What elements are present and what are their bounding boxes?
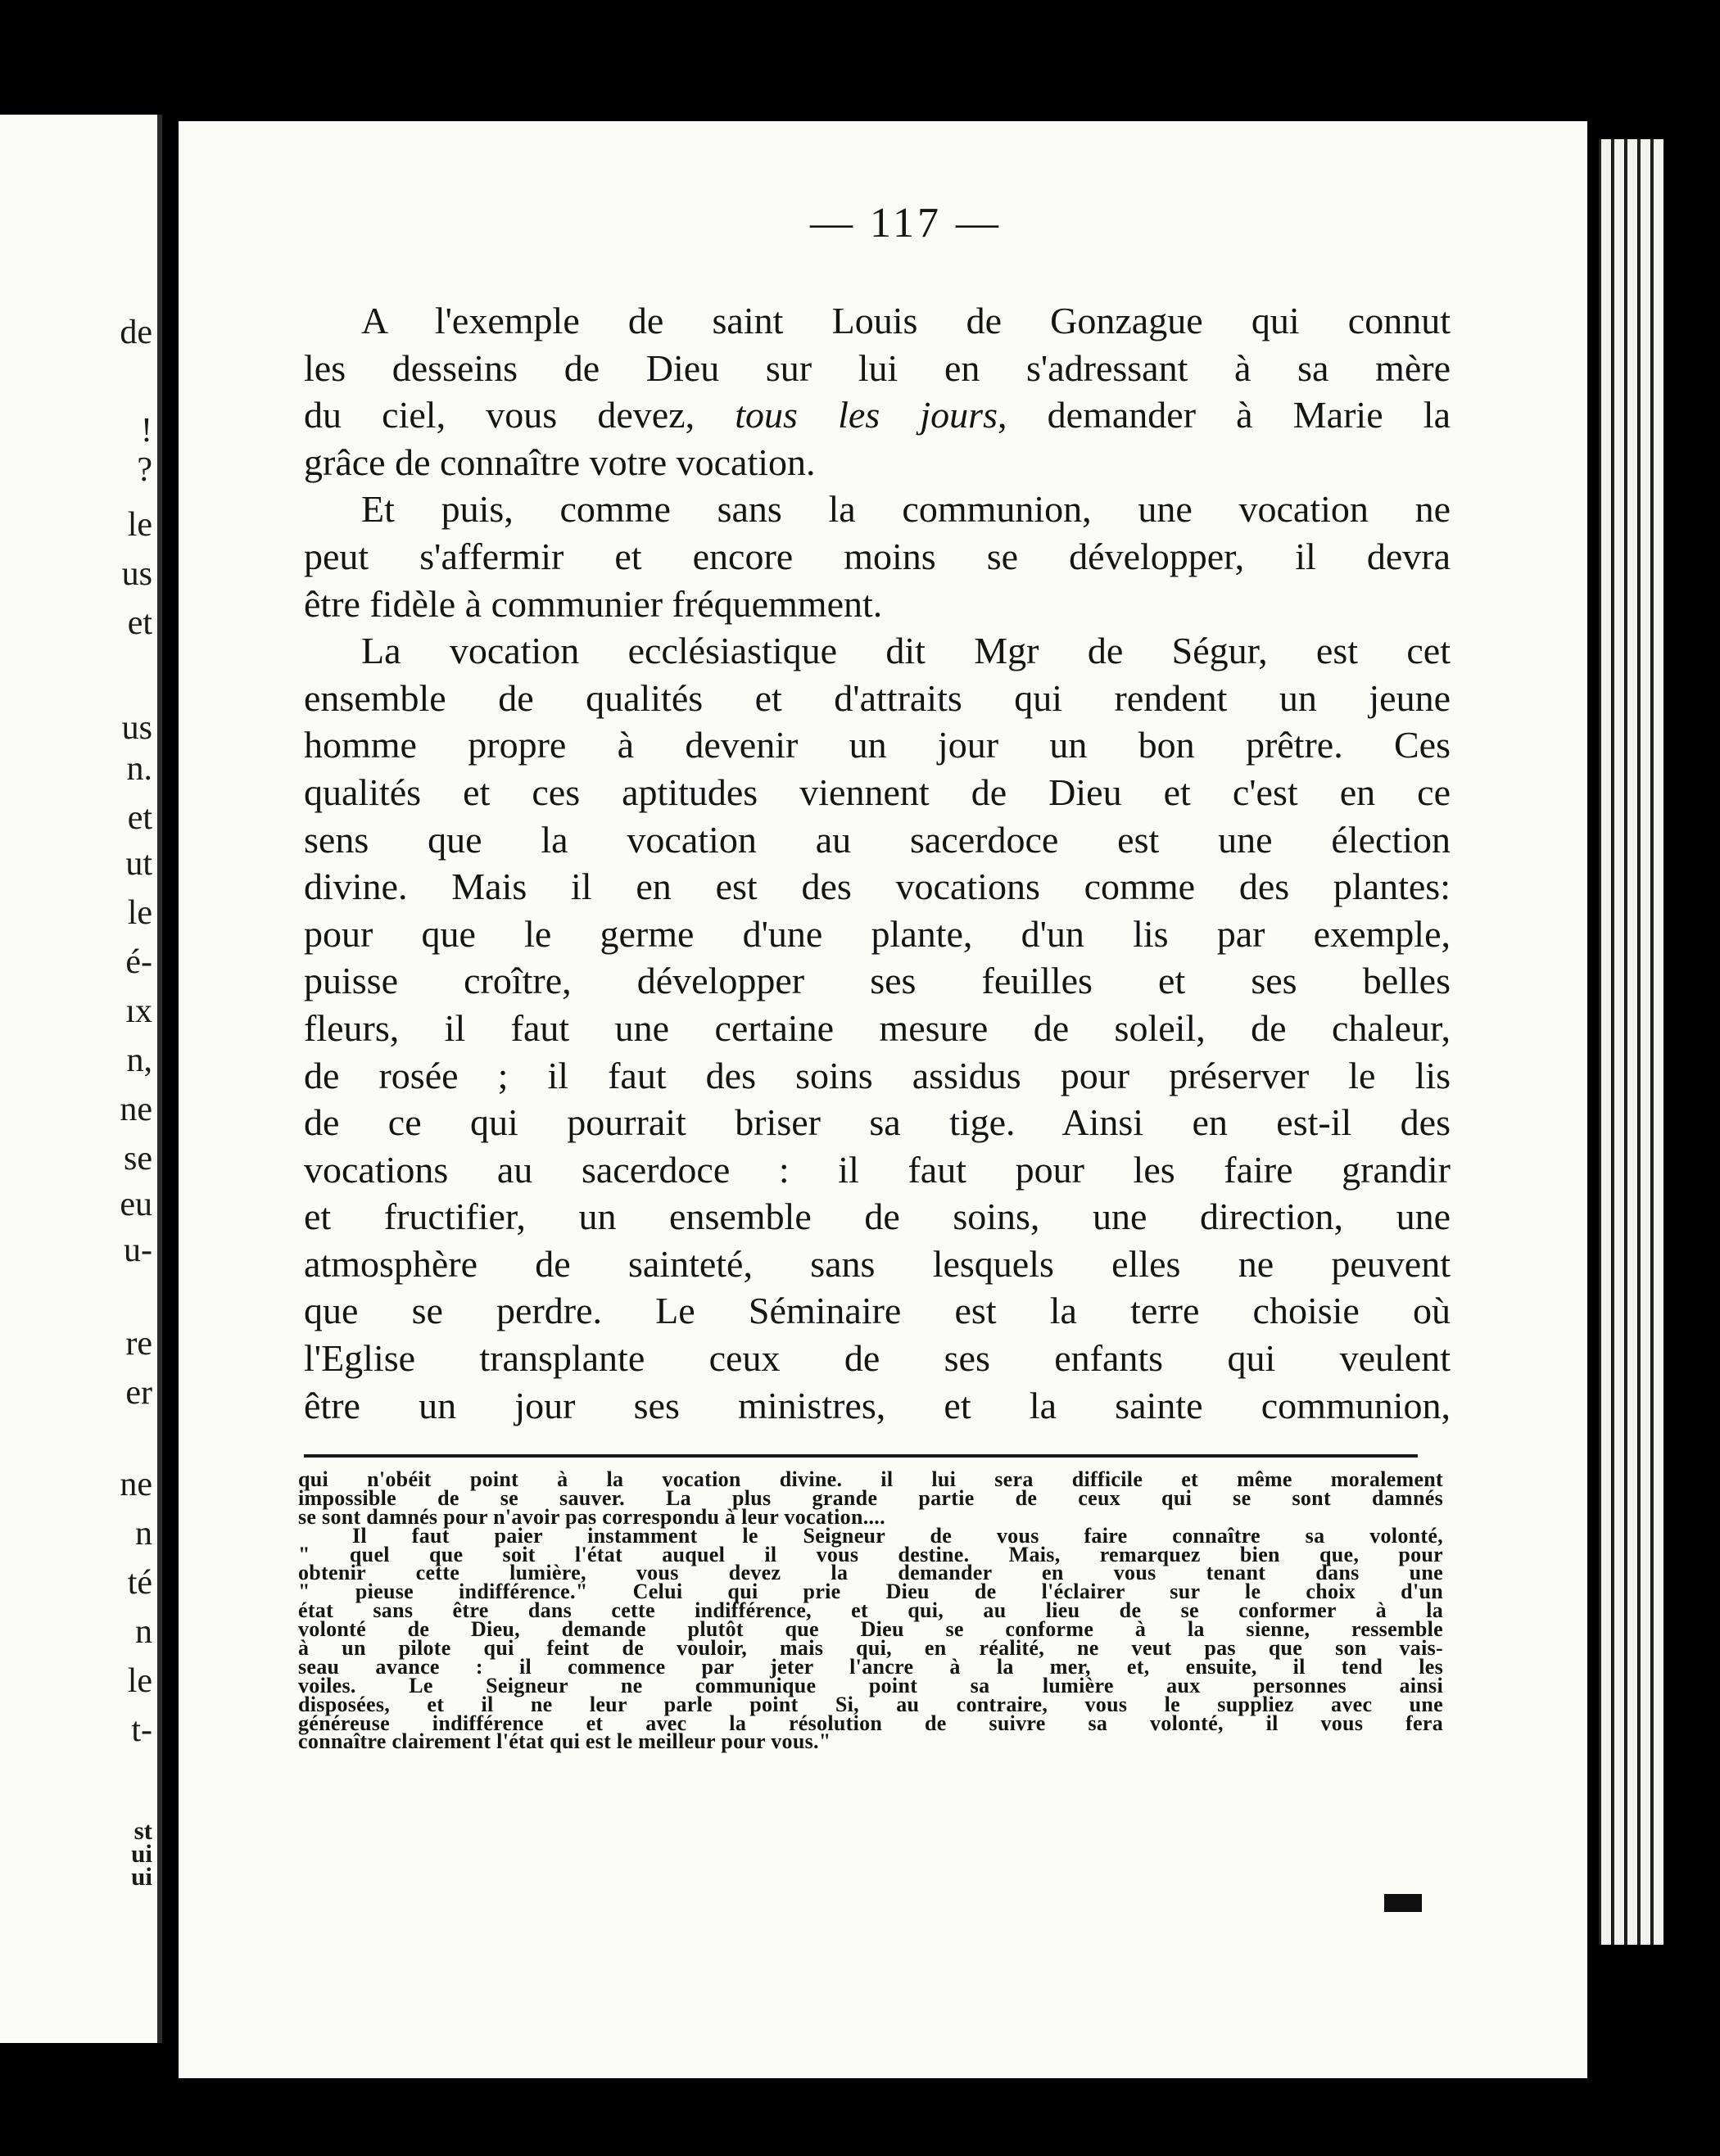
- body-line: peut s'affermir et encore moins se développer, il devra: [304, 535, 1451, 577]
- footnote-line: état sans être dans cette indifférence, et qui, au lieu de se conformer à la: [298, 1598, 1443, 1623]
- body-line: pour que le germe d'une plante, d'un lis par exemple,: [304, 912, 1451, 955]
- footnote-line: disposées, et il ne leur parle point Si, au contraire, vous le suppliez avec une: [298, 1692, 1443, 1716]
- previous-page-text-fragment: !: [141, 412, 152, 450]
- body-line: vocations au sacerdoce : il faut pour les faire grandir: [304, 1148, 1451, 1191]
- previous-page-edge: [0, 115, 162, 2043]
- page-stack-edge: [1625, 139, 1637, 1945]
- previous-page-text-fragment: le: [127, 1662, 152, 1700]
- previous-page-text-fragment: té: [127, 1564, 152, 1602]
- body-line: ensemble de qualités et d'attraits qui rendent un jeune: [304, 676, 1451, 719]
- body-line: sens que la vocation au sacerdoce est une élection: [304, 818, 1451, 861]
- footnote-line: voiles. Le Seigneur ne communique point sa lumière aux personnes ainsi: [298, 1673, 1443, 1697]
- body-line: Et puis, comme sans la communion, une vocation ne: [361, 488, 1451, 531]
- footnote-line: se sont damnés pour n'avoir pas correspondu à leur vocation....: [298, 1504, 885, 1529]
- footnote-line: " quel que soit l'état auquel il vous destine. Mais, remarquez bien que, pour: [298, 1542, 1443, 1566]
- previous-page-text-fragment: us: [121, 555, 152, 593]
- body-line: homme propre à devenir un jour un bon prêtre. Ces: [304, 724, 1451, 766]
- previous-page-text-fragment: n,: [126, 1042, 152, 1079]
- footnote: [298, 1467, 1443, 1754]
- previous-page-text-fragment: de: [120, 314, 152, 351]
- previous-page-text-fragment: ?: [137, 451, 152, 489]
- previous-page-text-fragment: u-: [124, 1232, 152, 1269]
- end-mark-ornament: [1384, 1894, 1422, 1912]
- page-number: — 117 —: [809, 200, 1003, 246]
- page-stack-edge: [1651, 139, 1663, 1945]
- body-line: les desseins de Dieu sur lui en s'adressant à sa mère: [304, 346, 1451, 389]
- previous-page-text-fragment: ne: [120, 1466, 152, 1503]
- body-line: grâce de connaître votre vocation.: [304, 441, 816, 483]
- body-text: [304, 297, 1451, 1429]
- previous-page-text-fragment: er: [125, 1374, 152, 1412]
- footnote-line: qui n'obéit point à la vocation divine. il lui sera difficile et même moralement: [298, 1467, 1443, 1491]
- previous-page-text-fragment: us: [121, 709, 152, 747]
- emphasis: tous les jours: [735, 394, 998, 436]
- body-line: fleurs, il faut une certaine mesure de soleil, de chaleur,: [304, 1006, 1451, 1049]
- page-stack-edge: [1638, 139, 1650, 1945]
- body-line: de rosée ; il faut des soins assidus pour préserver le lis: [304, 1054, 1451, 1096]
- body-line: atmosphère de sainteté, sans lesquels elles ne peuvent: [304, 1242, 1451, 1285]
- footnote-line: Il faut paier instamment le Seigneur de vous faire connaître sa volonté,: [352, 1523, 1443, 1548]
- footnote-line: impossible de se sauver. La plus grande partie de ceux qui se sont damnés: [298, 1485, 1443, 1510]
- previous-page-text-fragment: eu: [120, 1186, 152, 1223]
- body-line: A l'exemple de saint Louis de Gonzague qui connut: [361, 300, 1451, 341]
- body-line: de ce qui pourrait briser sa tige. Ainsi en est-il des: [304, 1101, 1451, 1144]
- body-line: être fidèle à communier fréquemment.: [304, 582, 883, 625]
- body-line: être un jour ses ministres, et la sainte communion,: [304, 1384, 1451, 1426]
- previous-page-text-fragment: et: [127, 799, 152, 837]
- footnote-separator: [304, 1454, 1418, 1458]
- previous-page-text-fragment: ne: [120, 1091, 152, 1128]
- previous-page-text-fragment: ui: [131, 1839, 152, 1868]
- previous-page-text-fragment: st: [134, 1816, 152, 1845]
- previous-page-text-fragment: le: [127, 506, 152, 544]
- footnote-line: " pieuse indifférence." Celui qui prie Dieu de l'éclairer sur le choix d'un: [298, 1580, 1443, 1604]
- body-line: l'Eglise transplante ceux de ses enfants qui veulent: [304, 1337, 1451, 1380]
- previous-page-text-fragment: et: [127, 604, 152, 642]
- previous-page-text-fragment: se: [124, 1140, 152, 1177]
- footnote-line: à un pilote qui feint de vouloir, mais qui, en réalité, ne veut pas que son vais-: [298, 1636, 1443, 1661]
- previous-page-text-fragment: é-: [125, 943, 152, 981]
- page-stack-edge: [1612, 139, 1624, 1945]
- previous-page-text-fragment: re: [125, 1325, 152, 1363]
- page-stack-edge: [1599, 139, 1611, 1945]
- body-line: puisse croître, développer ses feuilles et ses belles: [304, 960, 1451, 1002]
- footnote-line: obtenir cette lumière, vous devez la demander en vous tenant dans une: [298, 1561, 1443, 1585]
- body-line: du ciel, vous devez, tous les jours, demander à Marie la: [304, 394, 1451, 436]
- footnote-line: généreuse indifférence et avec la résolution de suivre sa volonté, il vous fera: [298, 1711, 1443, 1735]
- body-line: et fructifier, un ensemble de soins, une direction, une: [304, 1196, 1451, 1238]
- previous-page-text-fragment: ut: [125, 845, 152, 883]
- previous-page-text-fragment: n: [135, 1613, 152, 1651]
- previous-page-text-fragment: n: [135, 1515, 152, 1553]
- footnote-line: connaître clairement l'état qui est le meilleur pour vous.": [298, 1729, 831, 1754]
- previous-page-text-fragment: le: [127, 894, 152, 932]
- body-line: La vocation ecclésiastique dit Mgr de Ségur, est cet: [361, 630, 1451, 672]
- previous-page-text-fragment: ıx: [125, 992, 152, 1030]
- footnote-line: volonté de Dieu, demande plutôt que Dieu se conforme à la sienne, ressemble: [298, 1617, 1443, 1642]
- previous-page-text-fragment: n.: [126, 750, 152, 788]
- footnote-line: seau avance : il commence par jeter l'ancre à la mer, et, ensuite, il tend les: [298, 1654, 1443, 1679]
- body-line: qualités et ces aptitudes viennent de Dieu et c'est en ce: [304, 771, 1451, 813]
- book-page: [179, 121, 1587, 2078]
- previous-page-text-fragment: ui: [131, 1862, 152, 1891]
- body-line: que se perdre. Le Séminaire est la terre choisie où: [304, 1290, 1451, 1332]
- body-line: divine. Mais il en est des vocations comme des plantes:: [304, 866, 1451, 908]
- previous-page-text-fragment: t-: [131, 1711, 152, 1749]
